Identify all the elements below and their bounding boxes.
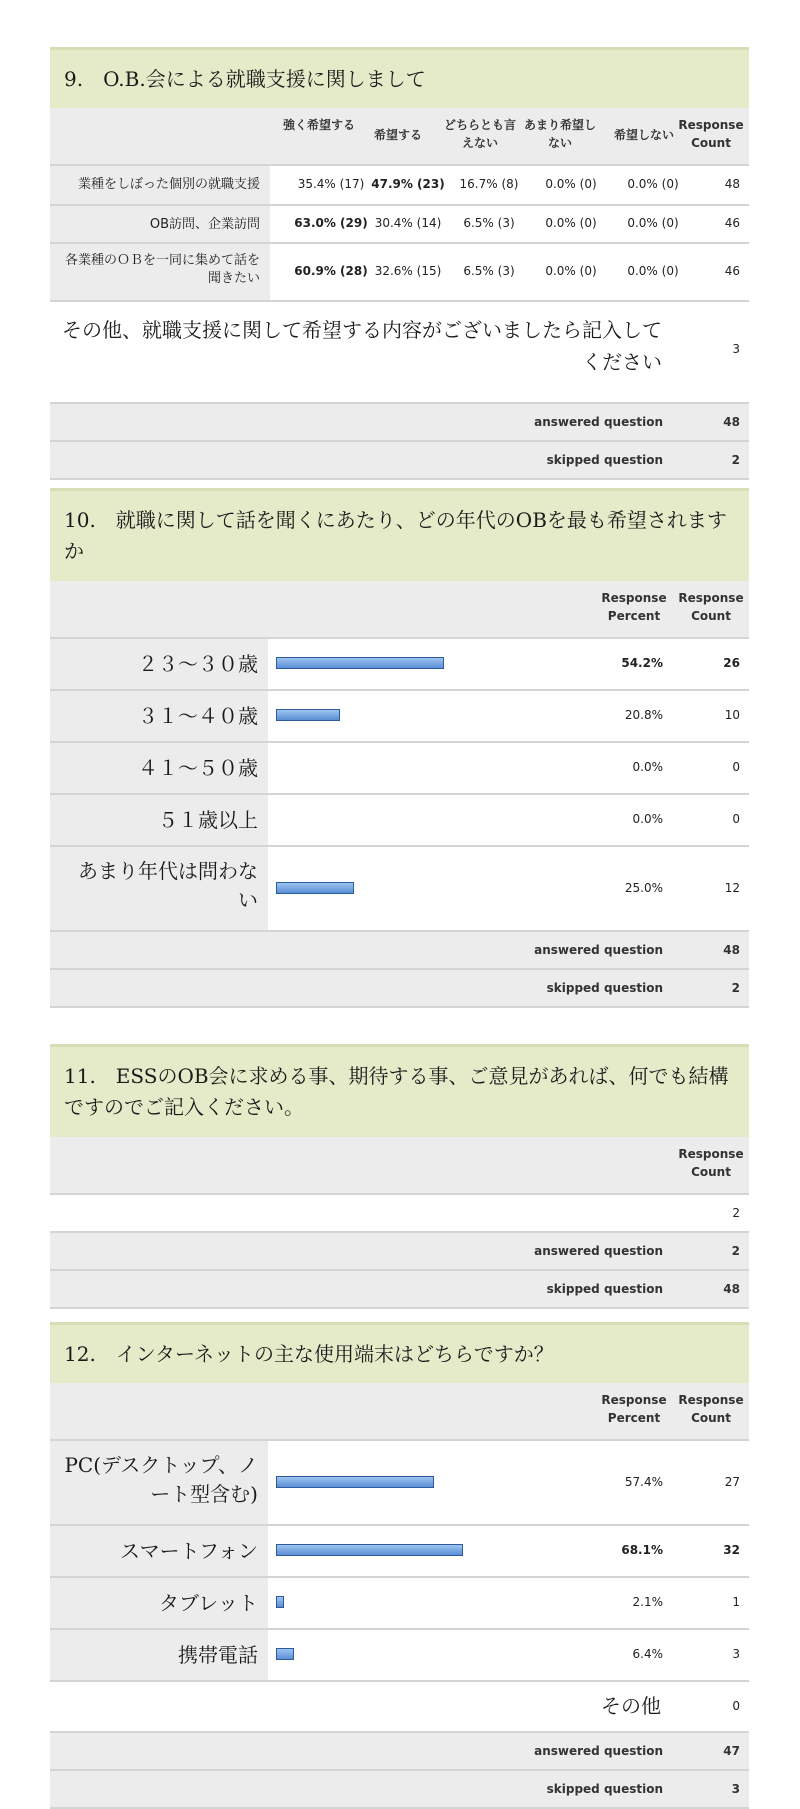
q12-row xyxy=(50,1441,749,1526)
q10-row-percent: 0.0% xyxy=(632,760,663,774)
q10-row-count: 12 xyxy=(724,880,740,895)
q9-row xyxy=(50,244,749,302)
q10-row-label: ２３～３０歳 xyxy=(50,639,268,689)
q12-row-label: PC(デスクトップ、ノート型含む) xyxy=(50,1441,268,1524)
q12-bar xyxy=(276,1648,294,1660)
q10-row-percent: 20.8% xyxy=(624,708,663,722)
q10-answered-label: answered question xyxy=(534,943,663,957)
q9-row-count: 46 xyxy=(724,264,740,278)
q9-answered-row xyxy=(50,404,749,442)
q9-cell: 0.0% (0) xyxy=(627,216,679,230)
q12-row-label: 携帯電話 xyxy=(50,1630,268,1680)
q10-row-count: 10 xyxy=(724,708,740,722)
q12-header xyxy=(50,1383,749,1441)
q9-cell: 60.9% (28) xyxy=(294,264,368,278)
q9-other-row xyxy=(50,302,749,404)
q9-row-label: 業種をしぼった個別の就職支援 xyxy=(50,166,270,204)
q10-row-count: 0 xyxy=(732,812,740,826)
q9-row xyxy=(50,166,749,206)
q11-count-row xyxy=(50,1195,749,1233)
q12-bar xyxy=(276,1544,463,1556)
q10-row-percent: 25.0% xyxy=(624,880,663,895)
q10-row xyxy=(50,847,749,932)
q12-col-count: Response Count xyxy=(678,1393,744,1425)
q11-skipped-row xyxy=(50,1271,749,1309)
q10-row-label: ５１歳以上 xyxy=(50,795,268,845)
q11-header xyxy=(50,1137,749,1195)
q10-row xyxy=(50,743,749,795)
q10-row-label: ３１～４０歳 xyxy=(50,691,268,741)
q9-title: 9. O.B.会による就職支援に関しまして xyxy=(50,47,749,108)
q12-card xyxy=(50,1322,749,1809)
q11-answered-value: 2 xyxy=(731,1244,740,1258)
q9-col-hope: 希望する xyxy=(373,128,422,142)
q10-answered-value: 48 xyxy=(723,943,740,957)
q10-bar xyxy=(276,709,340,721)
q12-row-count: 3 xyxy=(732,1647,740,1661)
q9-row-count: 46 xyxy=(724,216,740,230)
q12-row-count: 32 xyxy=(723,1543,740,1557)
q12-other-count: 0 xyxy=(732,1699,740,1713)
q9-cell: 35.4% (17) xyxy=(297,177,365,191)
q9-cell: 0.0% (0) xyxy=(545,216,597,230)
q10-skipped-label: skipped question xyxy=(546,981,663,995)
q9-row-label: OB訪問、企業訪問 xyxy=(50,206,270,242)
q10-row xyxy=(50,691,749,743)
q10-answered-row xyxy=(50,932,749,970)
q10-row-count: 26 xyxy=(723,656,740,670)
q12-other-label: その他 xyxy=(601,1694,661,1718)
q11-skipped-value: 48 xyxy=(723,1282,740,1296)
q9-cell: 0.0% (0) xyxy=(627,177,679,191)
q10-bar xyxy=(276,657,444,669)
q9-answered-label: answered question xyxy=(534,415,663,429)
q9-cell: 30.4% (14) xyxy=(374,216,442,230)
q9-row-count: 48 xyxy=(724,177,740,191)
q9-col-none: 希望しない xyxy=(613,128,674,142)
q10-skipped-row xyxy=(50,970,749,1008)
q11-title: 11. ESSのOB会に求める事、期待する事、ご意見があれば、何でも結構ですのでご記入ください。 xyxy=(50,1044,749,1137)
q9-cell: 47.9% (23) xyxy=(371,177,445,191)
q10-col-count: Response Count xyxy=(678,591,744,623)
q10-card xyxy=(50,488,749,1008)
q10-row-label: ４１～５０歳 xyxy=(50,743,268,793)
q12-bar xyxy=(276,1596,284,1608)
q12-skipped-row xyxy=(50,1771,749,1809)
q9-other-label: その他、就職支援に関して希望する内容がございましたら記入してください xyxy=(62,318,662,374)
q12-row-label: スマートフォン xyxy=(50,1526,268,1576)
q12-row xyxy=(50,1630,749,1682)
q12-row-count: 27 xyxy=(724,1474,740,1489)
q11-skipped-label: skipped question xyxy=(546,1282,663,1296)
q9-cell: 32.6% (15) xyxy=(374,264,442,278)
q11-answered-label: answered question xyxy=(534,1244,663,1258)
q9-cell: 0.0% (0) xyxy=(627,264,679,278)
q9-col-strong: 強く希望する xyxy=(282,118,355,132)
q12-answered-label: answered question xyxy=(534,1744,663,1758)
q10-row xyxy=(50,639,749,691)
q9-answered-value: 48 xyxy=(723,415,740,429)
q10-title: 10. 就職に関して話を聞くにあたり、どの年代のOBを最も希望されますか xyxy=(50,488,749,581)
q9-skipped-row xyxy=(50,442,749,480)
q9-cell: 6.5% (3) xyxy=(463,264,515,278)
q10-skipped-value: 2 xyxy=(731,981,740,995)
q9-skipped-label: skipped question xyxy=(546,453,663,467)
q10-row-label: あまり年代は問わない xyxy=(50,847,268,930)
q12-title: 12. インターネットの主な使用端末はどちらですか？ xyxy=(50,1322,749,1383)
q10-header xyxy=(50,581,749,639)
q10-col-percent: Response Percent xyxy=(601,591,667,623)
q12-row-label: タブレット xyxy=(50,1578,268,1628)
q10-row xyxy=(50,795,749,847)
q9-cell: 63.0% (29) xyxy=(294,216,368,230)
q9-cell: 6.5% (3) xyxy=(463,216,515,230)
q9-other-count: 3 xyxy=(732,342,740,356)
q9-cell: 16.7% (8) xyxy=(459,177,519,191)
q9-row xyxy=(50,206,749,244)
q12-row xyxy=(50,1578,749,1630)
q9-header xyxy=(50,108,749,166)
q12-row-percent: 6.4% xyxy=(632,1647,663,1661)
q12-answered-row xyxy=(50,1733,749,1771)
q11-col-count: Response Count xyxy=(678,1147,744,1179)
q12-row-percent: 68.1% xyxy=(621,1543,663,1557)
q11-card xyxy=(50,1044,749,1309)
q10-bar xyxy=(276,882,354,894)
q10-row-percent: 0.0% xyxy=(632,812,663,826)
q12-answered-value: 47 xyxy=(723,1744,740,1758)
q9-col-less: あまり希望しない xyxy=(523,118,596,150)
q9-card xyxy=(50,47,749,480)
q12-row-count: 1 xyxy=(732,1595,740,1609)
q12-row-percent: 57.4% xyxy=(624,1474,663,1489)
q9-skipped-value: 2 xyxy=(731,453,740,467)
q12-col-percent: Response Percent xyxy=(601,1393,667,1425)
q12-skipped-label: skipped question xyxy=(546,1782,663,1796)
q12-other-row xyxy=(50,1682,749,1733)
q11-answered-row xyxy=(50,1233,749,1271)
q10-row-count: 0 xyxy=(732,760,740,774)
q9-col-neutral: どちらとも言えない xyxy=(443,118,516,150)
q12-skipped-value: 3 xyxy=(731,1782,740,1796)
q9-col-count: Response Count xyxy=(678,118,744,150)
q12-bar xyxy=(276,1476,434,1488)
q11-count: 2 xyxy=(732,1206,740,1220)
q10-row-percent: 54.2% xyxy=(621,656,663,670)
q9-row-label: 各業種のＯＢを一同に集めて話を聞きたい xyxy=(50,244,270,300)
q9-cell: 0.0% (0) xyxy=(545,177,597,191)
q9-cell: 0.0% (0) xyxy=(545,264,597,278)
q12-row xyxy=(50,1526,749,1578)
q12-row-percent: 2.1% xyxy=(632,1595,663,1609)
